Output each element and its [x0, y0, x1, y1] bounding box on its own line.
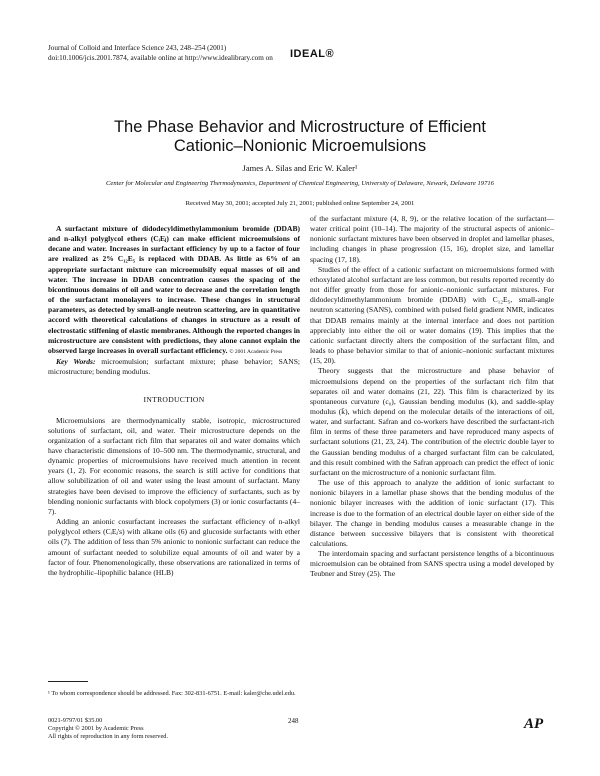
abstract-text: A surfactant mixture of didodecyldimethylammonium bromide (DDAB) and n-alkyl polyglycol ethers (CᵢEⱼ) can make efficient microemulsions of decane and water. Increases in surfactant efficiency by up to a factor of four are realized as 2% C₁₂E₅ is replaced with DDAB. As little as 6% of an appropriate surfactant mixture can microemulsify equal masses of oil and water. The increase in DDAB concentration causes the spacing of the bicontinuous domains of oil and water to decrease and the correlation length of the surfactant monolayers to increase. These changes in structural parameters, as detected by small-angle neutron scattering, are in quantitative accord with theoretical calculations of changes in structure as a result of electrostatic stiffening of elastic membranes. Although the reported changes in microstructure are consistent with predictions, they alone cannot explain the observed large increases in overall surfactant efficiency.	[48, 224, 300, 355]
page-number: 248	[288, 717, 299, 725]
academic-press-logo: AP	[524, 716, 544, 732]
footer-rights: All rights of reproduction in any form reserved.	[48, 733, 168, 740]
journal-line: Journal of Colloid and Interface Science 243, 248–254 (2001)	[48, 44, 227, 52]
left-column	[48, 224, 300, 578]
ideal-logo: IDEAL®	[290, 48, 335, 60]
footer-price: 0021-9797/01 $35.00	[48, 717, 103, 724]
right-paragraph-4: The use of this approach to analyze the addition of ionic surfactant to nonionic bilayers in a lamellar phase shows that the bending modulus of the nonionic bilayer increases with the addition of ionic surfactant (17). This increase is due to the formation of an electrical double layer on either side of the bilayer. The change in bending modulus causes a measurable change in the distance between successive bilayers that is consistent with theoretical calculations.	[310, 478, 554, 548]
abstract-copyright: © 2001 Academic Press	[229, 348, 283, 355]
footer-copyright: Copyright © 2001 by Academic Press	[48, 725, 144, 732]
paper-title	[0, 118, 600, 156]
right-paragraph-3: Theory suggests that the microstructure and phase behavior of microemulsions depend on the properties of the surfactant rich film that separates oil and water domains (21, 22). This film is characterized by its spontaneous curvature (c₀), Gaussian bending modulus (k), and saddle-splay modulus (k̄), which depend on the molecular details of the interactions of oil, water, and surfactant. Safran and co-workers have described the surfactant-rich film in terms of these three parameters and have reproduced many aspects of surfactant solutions (21, 23, 24). The contribution of the electric double layer to the Gaussian bending modulus of a charged surfactant film can be calculated, and this result combined with the Safran approach can predict the effect of ionic surfactant on the microstructure of a nonionic surfactant film.	[310, 366, 554, 477]
affiliation: Center for Molecular and Engineering Thermodynamics, Department of Chemical Engineering, University of Delaware, Newark, Delaware 19716	[106, 180, 494, 187]
authors: James A. Silas and Eric W. Kaler¹	[242, 163, 358, 173]
left-paragraph-2: Adding an anionic cosurfactant increases the surfactant efficiency of n-alkyl polyglycol ethers (CᵢEⱼ's) with alkane oils (6) and glucoside surfactants with ether oils (7). The addition of less than 5% anionic to nonionic surfactant can reduce the amount of surfactant needed to solubilize equal amounts of oil and water by a factor of four. Phenomenologically, these observations are rationalized in terms of the hydrophilic–lipophilic balance (HLB)	[48, 517, 300, 577]
left-paragraph-1: Microemulsions are thermodynamically stable, isotropic, microstructured solutions of surfactant, oil, and water. Their microstructure depends on the organization of a surfactant rich film that separates oil and water domains which have characteristic dimensions of 10–500 nm. The thermodynamic, structural, and dynamic properties of microemulsions have received much attention in recent years (1, 2). For economic reasons, the search is still active for conditions that allow solubilization of oil and water using the least amount of surfactant. Many strategies have been devised to improve the efficiency of surfactants, such as by blending nonionic surfactants with block copolymers (3) or ionic cosurfactants (4–7).	[48, 415, 300, 516]
right-column	[310, 214, 554, 580]
keywords-text: microemulsion; surfactant mixture; phase behavior; SANS; microstructure; bending modulus.	[48, 357, 301, 377]
right-paragraph-5: The interdomain spacing and surfactant persistence lengths of a bicontinuous microemulsion can be obtained from SANS spectra using a model developed by Teubner and Strey (25). The	[310, 549, 554, 579]
received-dates: Received May 30, 2001; accepted July 21, 2001; published online September 24, 2001	[185, 200, 415, 207]
journal-header	[48, 43, 273, 63]
right-paragraph-2: Studies of the effect of a cationic surfactant on microemulsions formed with ethoxylated alcohol surfactant are less common, but results reported recently do not differ greatly from those for anionic–nonionic surfactant mixtures. For didodecyldimethylammonium bromide (DDAB) with C₁₂E₅, small-angle neutron scattering (SANS), combined with pulsed field gradient NMR, indicates that DDAB remains mainly at the internal interface and does not partition appreciably into either the oil or water domains (19). This implies that the cationic surfactant directly alters the composition of the surfactant film, and leads to phase behavior similar to that of anionic–nonionic surfactant mixtures (15, 20).	[310, 264, 554, 366]
title-line-2: Cationic–Nonionic Microemulsions	[173, 137, 427, 155]
intro-heading: INTRODUCTION	[143, 395, 205, 405]
copyright-footer	[48, 717, 168, 741]
keywords-label: Key Words:	[56, 357, 96, 367]
right-paragraph-1: of the surfactant mixture (4, 8, 9), or the relative location of the surfactant—water critical point (10–14). The majority of the structural aspects of anionic–nonionic surfactant mixtures have been observed in droplet and lamellar phases, including changes in phase progression (15, 16), droplet size, and lamellar spacing (17, 18).	[310, 214, 554, 264]
doi-line: doi:10.1006/jcis.2001.7874, available online at http://www.idealibrary.com on	[48, 54, 273, 62]
title-line-1: The Phase Behavior and Microstructure of Efficient	[113, 118, 487, 136]
footnote: ¹ To whom correspondence should be addressed. Fax: 302-831-6751. E-mail: kaler@che.udel.edu.	[48, 690, 296, 697]
keywords	[48, 357, 300, 377]
abstract	[48, 224, 300, 357]
footnote-rule	[48, 681, 88, 682]
